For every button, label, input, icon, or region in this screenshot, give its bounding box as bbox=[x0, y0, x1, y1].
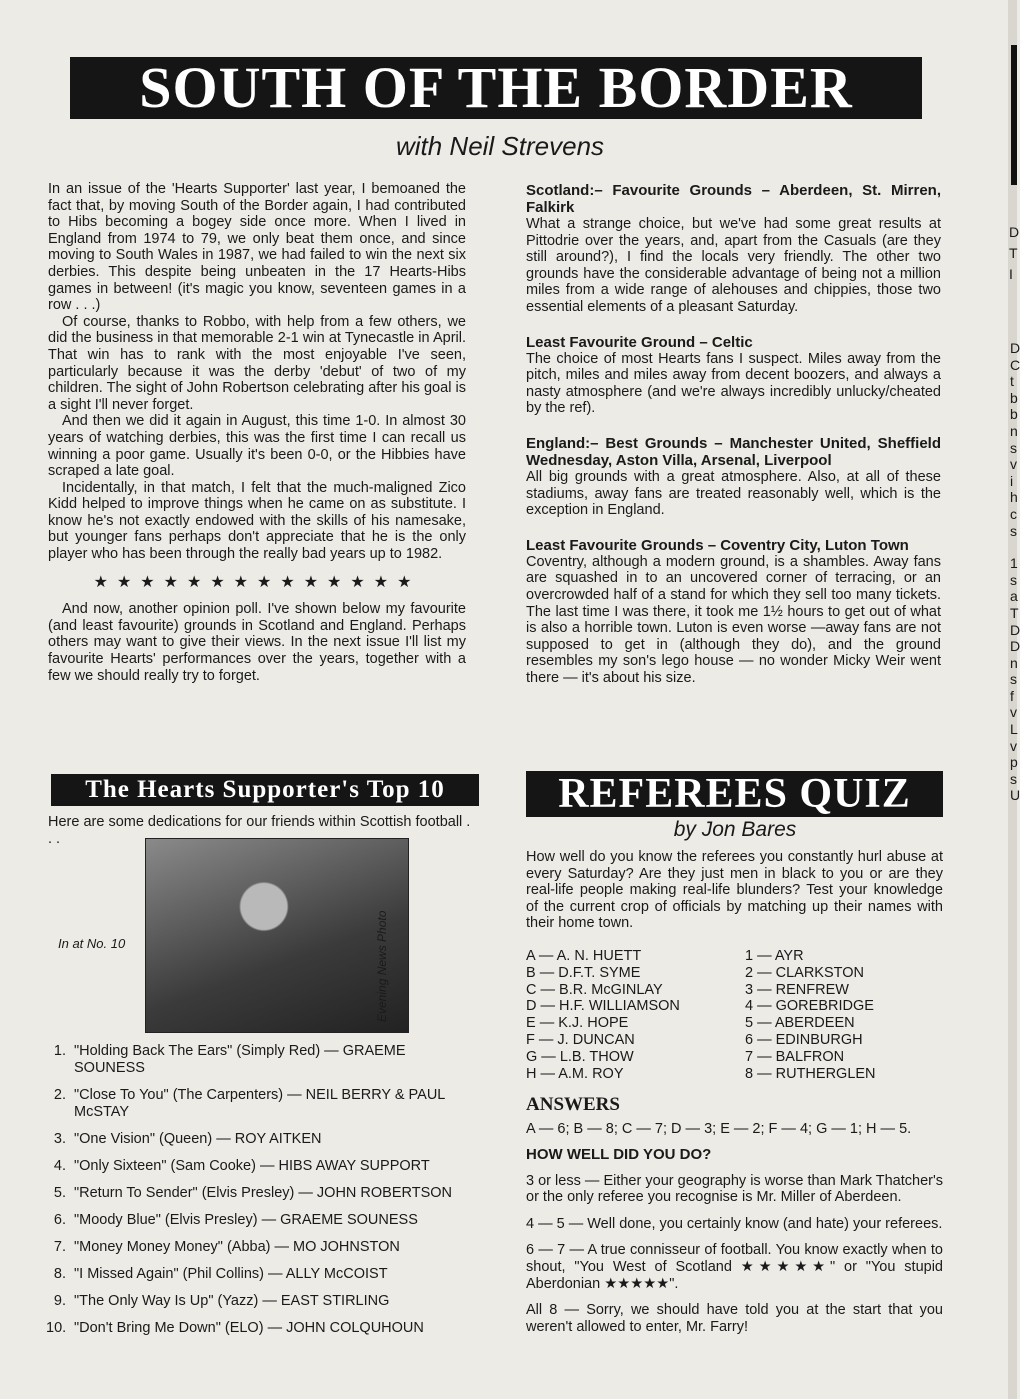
list-item: 2. "Close To You" (The Carpenters) — NEIL BERRY & PAUL McSTAY bbox=[53, 1087, 445, 1120]
list-item: 1. "Holding Back The Ears" (Simply Red) — GRAEME SOUNESS bbox=[53, 1043, 406, 1076]
town: 6 — EDINBURGH bbox=[745, 1031, 863, 1048]
town: 7 — BALFRON bbox=[745, 1048, 845, 1065]
town: 3 — RENFREW bbox=[745, 981, 849, 998]
paragraph: Incidentally, in that match, I felt that the much-maligned Zico Kidd helped to improve things when he came on as substitute. I know he's not exactly endowed with the skills of his namesake, but younger fans perhaps don't appreciate that he is the only player who has been through the really bad years up to 1982. bbox=[48, 479, 466, 563]
adjacent-page-letters: D T I bbox=[1009, 224, 1020, 282]
referee: D — H.F. WILLIAMSON bbox=[526, 998, 680, 1015]
poll-paragraph: And now, another opinion poll. I've shown below my favourite (and least favourite) grounds in Scotland and England. Perhaps others may want to give their views. In the next issue I'll list my favourite Hearts' performances over the years, together with a few we should really try to forget. bbox=[48, 601, 466, 684]
paragraph: And then we did it again in August, this time 1-0. In almost 30 years of watching derbies, this was the first time I can recall us winning a poor game. Usually it's been 0-0, or the Hibbies have scraped a late goal. bbox=[48, 413, 466, 480]
list-item: 6. "Moody Blue" (Elvis Presley) — GRAEME SOUNESS bbox=[53, 1212, 418, 1228]
town: 5 — ABERDEEN bbox=[745, 1015, 855, 1032]
town-list bbox=[745, 948, 876, 1082]
town: 1 — AYR bbox=[745, 948, 804, 964]
result-text: 6 — 7 — A true connisseur of football. You know exactly when to shout, "You West of Scotland ★★★★★" or "You stupid Aberdonian ★★★★★". bbox=[526, 1242, 943, 1292]
left-article bbox=[48, 181, 466, 684]
top10-list bbox=[46, 1043, 476, 1347]
referee: E — K.J. HOPE bbox=[526, 1015, 629, 1032]
answers-heading: ANSWERS bbox=[526, 1094, 620, 1115]
list-item: 4. "Only Sixteen" (Sam Cooke) — HIBS AWAY SUPPORT bbox=[53, 1158, 430, 1174]
answers-text: A — 6; B — 8; C — 7; D — 3; E — 2; F — 4; G — 1; H — 5. bbox=[526, 1121, 912, 1137]
section-heading: Least Favourite Ground – Celtic bbox=[526, 333, 753, 351]
grounds-article bbox=[526, 182, 941, 686]
referee: A — A. N. HUETT bbox=[526, 948, 642, 964]
result-text: 3 or less — Either your geography is worse than Mark Thatcher's or the only referee you recognise is Mr. Miller of Aberdeen. bbox=[526, 1172, 943, 1206]
quiz-grid bbox=[526, 948, 943, 1082]
town: 4 — GOREBRIDGE bbox=[745, 998, 874, 1015]
adjacent-page-bar bbox=[1011, 45, 1017, 185]
referee: C — B.R. McGINLAY bbox=[526, 981, 663, 998]
referee: F — J. DUNCAN bbox=[526, 1031, 635, 1048]
paragraph: In an issue of the 'Hearts Supporter' last year, I bemoaned the fact that, by moving South of the Border again, I had contributed to Hibs becoming a bogey side once more. When I lived in England from 1974 to 79, we only beat them once, and since moving to South Wales in 1987, we had failed to win the next six derbies. This despite being unbeaten in the 17 Hearts-Hibs games in between! (it's magic you know, seventeen games in a row . . .) bbox=[48, 181, 466, 314]
quiz-intro: How well do you know the referees you constantly hurl abuse at every Saturday? Are they just men in black to you or are they real-life people making real-life blunders? Test your knowledge of the current crop of officials by matching up their names with their home town. bbox=[526, 849, 943, 932]
adjacent-page-letters: D C t b b n s v i h c s 1 s a T D D n s f v L v p s U bbox=[1010, 340, 1020, 804]
section-heading: Least Favourite Grounds – Coventry City, Luton Town bbox=[526, 536, 909, 554]
photo-credit: Evening News Photo bbox=[375, 910, 389, 1022]
referee: G — L.B. THOW bbox=[526, 1048, 634, 1065]
town: 2 — CLARKSTON bbox=[745, 964, 864, 981]
list-item: 9. "The Only Way Is Up" (Yazz) — EAST STIRLING bbox=[53, 1293, 390, 1309]
howwell-heading: HOW WELL DID YOU DO? bbox=[526, 1145, 712, 1163]
referee-list bbox=[526, 948, 745, 1082]
paragraph: Of course, thanks to Robbo, with help from a few others, we did the business in that memorable 2-1 win at Tynecastle in April. That win has to rank with the most enjoyable I've seen, particularly because it was the derby 'debut' of two of my children. The sight of John Robertson celebrating after his goal is a sight I'll never forget. bbox=[48, 313, 466, 413]
section-text: Coventry, although a modern ground, is a shambles. Away fans are squashed in to an uncovered corner of terracing, or an overcrowded half of a stand for which they sell too many tickets. The last time I was there, it took me 1½ hours to get out of what is also a horrible town. Luton is even worse —away fans are not supposed to get in (although they do), and the ground resembles my son's lego house — no wonder Micky Weir went there — it's about his size. bbox=[526, 553, 941, 686]
player-photo bbox=[145, 838, 409, 1033]
section-text: All big grounds with a great atmosphere. Also, at all of these stadiums, away fans are treated reasonably well, which is the exception in England. bbox=[526, 468, 941, 519]
list-item: 8. "I Missed Again" (Phil Collins) — ALLY McCOIST bbox=[53, 1266, 388, 1282]
top10-title: The Hearts Supporter's Top 10 bbox=[51, 774, 479, 806]
quiz-answers bbox=[526, 1094, 943, 1335]
list-item: 5. "Return To Sender" (Elvis Presley) — JOHN ROBERTSON bbox=[53, 1185, 452, 1201]
list-item: 7. "Money Money Money" (Abba) — MO JOHNSTON bbox=[53, 1239, 400, 1255]
section-heading: Scotland:– Favourite Grounds – Aberdeen, St. Mirren, Falkirk bbox=[526, 182, 941, 216]
section-text: The choice of most Hearts fans I suspect. Miles away from the pitch, miles and miles away from decent boozers, and always a nasty atmosphere (and we're always incredibly unlucky/cheated by the ref). bbox=[526, 350, 941, 417]
result-text: 4 — 5 — Well done, you certainly know (and hate) your referees. bbox=[526, 1215, 943, 1232]
referee: B — D.F.T. SYME bbox=[526, 964, 641, 981]
page-title: SOUTH OF THE BORDER bbox=[70, 57, 922, 119]
town: 8 — RUTHERGLEN bbox=[745, 1065, 876, 1082]
quiz-title: REFEREES QUIZ bbox=[526, 771, 943, 817]
byline: with Neil Strevens bbox=[395, 131, 605, 161]
list-item: 3. "One Vision" (Queen) — ROY AITKEN bbox=[53, 1131, 322, 1147]
top10-intro: Here are some dedications for our friends within Scottish football . . . bbox=[48, 814, 471, 847]
section-heading: England:– Best Grounds – Manchester United, Sheffield Wednesday, Aston Villa, Arsenal, Liverpool bbox=[526, 434, 941, 469]
quiz-byline: by Jon Bares bbox=[673, 818, 797, 841]
list-item: 10. "Don't Bring Me Down" (ELO) — JOHN COLQUHOUN bbox=[46, 1320, 424, 1336]
photo-caption: In at No. 10 bbox=[58, 936, 126, 951]
referee: H — A.M. ROY bbox=[526, 1065, 624, 1082]
star-divider: ★★★★★★★★★★★★★★ bbox=[93, 573, 421, 591]
section-text: What a strange choice, but we've had some great results at Pittodrie over the years, and, apart from the Casuals (are they still around?), I find the locals very friendly. The other two grounds have the considerable advantage of being not a million miles from a wide range of alehouses and chippies, those two essential elements of a pleasant Saturday. bbox=[526, 216, 941, 315]
result-text: All 8 — Sorry, we should have told you at the start that you weren't allowed to enter, Mr. Farry! bbox=[526, 1302, 943, 1335]
